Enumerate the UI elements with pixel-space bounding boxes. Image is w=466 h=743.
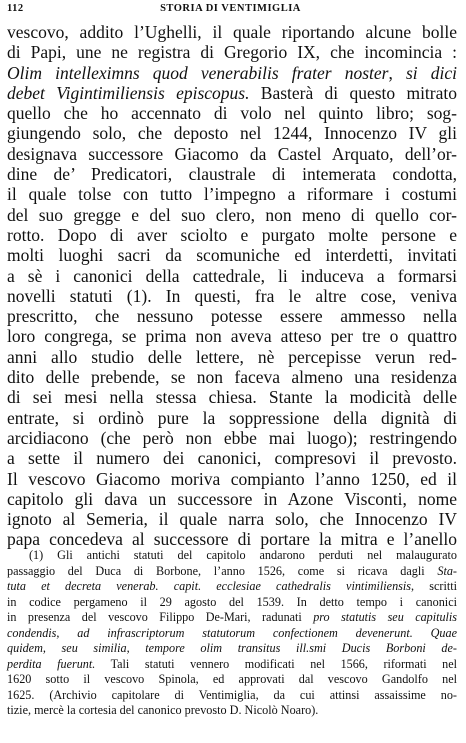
text-segment: in codice pergameno il 29 agosto del 1539. In detto tempo i canonici: [7, 594, 457, 609]
italic-text: quidem, seu similia, tempore olim transitus ill.smi Ducis Borboni de-: [7, 641, 457, 655]
running-header: [7, 3, 454, 17]
text-segment: , scritti: [411, 579, 457, 593]
text-segment: dito delle prebende, se non faceva almeno una residenza: [7, 367, 457, 388]
footnote-line: [7, 688, 457, 704]
text-line: [7, 529, 457, 549]
text-line: [7, 266, 457, 286]
text-segment: molti luoghi sacri da scomuniche ed interdetti, invitati: [7, 245, 457, 266]
text-segment: designava successore Giacomo da Castel Arquato, dell’or-: [7, 143, 457, 164]
text-line: [7, 306, 457, 326]
text-segment: capitolo gli dava un successore in Azone Visconti, nome: [7, 488, 457, 509]
footnote-line: [7, 672, 457, 688]
text-segment: rotto. Dopo di aver sciolto e purgato molte persone e: [7, 224, 457, 245]
text-line: [7, 144, 457, 164]
footnote-line: [7, 641, 457, 657]
text-line: [7, 164, 457, 184]
text-segment: del suo gregge e del suo clero, non meno di quello cor-: [7, 204, 457, 225]
text-line: [7, 63, 457, 83]
text-segment: Basterà di questo mitrato: [249, 82, 457, 103]
text-segment: prescritto, che nessuno potesse essere ammesso nella: [7, 306, 457, 327]
text-segment: a sette il numero dei canonici, compresovi il prevosto.: [7, 448, 457, 469]
text-line: [7, 428, 457, 448]
text-segment: Tali statuti vennero modificati nel 1566, riformati nel: [95, 656, 457, 671]
text-line: [7, 469, 457, 489]
text-segment: il quale tolse con tutto l’impegno a riformare i costumi: [7, 184, 457, 205]
text-line: [7, 103, 457, 123]
text-line: [7, 286, 457, 306]
text-segment: 1620 sotto il vescovo Spinola, ed approvati dal vescovo Gandolfo nel: [7, 672, 457, 686]
text-line: [7, 22, 457, 42]
text-segment: entrate, si ordinò pure la soppressione della dignità di: [7, 407, 457, 428]
italic-text: condendis, ad infrascriptorum statutorum confectionem devenerunt. Quae: [7, 625, 457, 640]
text-line: [7, 123, 457, 143]
text-line: [7, 184, 457, 204]
text-line: [7, 347, 457, 367]
text-segment: Il vescovo Giacomo moriva compianto l’anno 1250, ed il: [7, 468, 457, 489]
italic-text: Olim intelleximns quod venerabilis frater noster: [7, 62, 389, 83]
text-segment: di Papi, une ne registra di Gregorio IX, che incomincia :: [7, 42, 457, 63]
main-text: [7, 22, 457, 550]
text-segment: arcidiacono (che però non ebbe mai luogo); restringendo: [7, 427, 457, 448]
text-line: [7, 326, 457, 346]
text-segment: loro congrega, se prima non aveva atteso per tre o quattro: [7, 326, 457, 347]
footnote: [7, 548, 457, 719]
text-line: [7, 408, 457, 428]
footnote-line: [7, 548, 457, 564]
italic-text: debet Vigintimiliensis episcopus.: [7, 82, 250, 103]
text-segment: papa concedeva al successore di portare la mitra e l’anello: [7, 529, 457, 550]
text-segment: ignoto al Semeria, il quale narra solo, che Innocenzo IV: [7, 509, 457, 530]
text-segment: giungendo solo, che deposto nel 1244, Innocenzo IV gli: [7, 123, 457, 144]
italic-text: tuta et decreta venerab. capit. ecclesiae cathedralis vintimiliensis: [7, 579, 412, 593]
text-line: [7, 367, 457, 387]
footnote-line: [7, 626, 457, 642]
text-segment: vescovo, addito l’Ughelli, il quale riportando alcune bolle: [7, 22, 457, 42]
italic-text: perdita fuerunt.: [7, 656, 96, 671]
page-number: 112: [7, 3, 24, 14]
text-line: [7, 489, 457, 509]
italic-text: Sta-: [437, 563, 457, 578]
text-segment: ,: [388, 62, 406, 83]
text-segment: passaggio del Duca di Borbone, l’anno 1526, come si ricava dagli: [7, 563, 438, 578]
text-segment: in presenza del vescovo Filippo De-Mari, radunati: [7, 610, 314, 624]
italic-text: si dici: [405, 62, 457, 83]
text-segment: quello che ho accennato di volo nel quinto libro; sog-: [7, 103, 457, 124]
footnote-line: [7, 703, 457, 719]
italic-text: pro statutis seu capitulis: [313, 610, 457, 624]
text-line: [7, 387, 457, 407]
running-title: STORIA DI VENTIMIGLIA: [160, 3, 301, 14]
text-segment: (1) Gli antichi statuti del capitolo andarono perduti nel malaugurato: [29, 548, 457, 562]
text-line: [7, 225, 457, 245]
text-segment: di sei mesi nella stessa chiesa. Stante la modicità delle: [7, 387, 457, 408]
footnote-line: [7, 579, 457, 595]
footnote-line: [7, 564, 457, 580]
text-line: [7, 509, 457, 529]
text-line: [7, 205, 457, 225]
text-segment: a sè i canonici della cattedrale, li induceva a formarsi: [7, 265, 457, 286]
text-segment: novelli statuti (1). In questi, fra le altre cose, veniva: [7, 285, 457, 306]
footnote-line: [7, 610, 457, 626]
text-line: [7, 83, 457, 103]
footnote-line: [7, 657, 457, 673]
text-segment: dine de’ Predicatori, claustrale di intemerata condotta,: [7, 164, 457, 185]
text-line: [7, 42, 457, 62]
text-segment: 1625. (Archivio capitolare di Ventimiglia, da cui attinsi assaissime no-: [7, 687, 457, 702]
text-line: [7, 448, 457, 468]
text-segment: anni allo studio delle lettere, nè percepisse verun red-: [7, 346, 457, 367]
text-line: [7, 245, 457, 265]
text-segment: tizie, mercè la cortesia del canonico prevosto D. Nicolò Noaro).: [7, 703, 319, 717]
footnote-line: [7, 595, 457, 611]
